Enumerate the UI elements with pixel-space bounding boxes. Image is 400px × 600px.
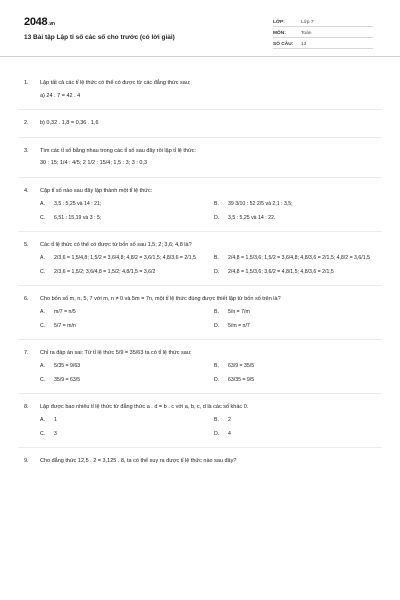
question-item (18, 242, 382, 275)
answer-option[interactable] (214, 215, 388, 221)
option-text: 5/n = 7/m (228, 308, 250, 315)
answer-option[interactable] (40, 269, 214, 275)
option-letter: A. (40, 308, 45, 315)
answer-option[interactable] (214, 431, 388, 437)
question-item (18, 458, 382, 465)
answer-options (40, 255, 382, 275)
question-divider (18, 447, 382, 448)
question-text: Lập được bao nhiêu tỉ lệ thức từ đẳng thức a . d = b . c với a, b, c, d là các số khác 0. (40, 404, 249, 411)
question-text: Các tỉ lệ thức có thể có được từ bốn số sau 1,5; 2; 3,6; 4,8 là? (40, 242, 192, 249)
answer-option[interactable] (214, 269, 388, 275)
answer-options (40, 201, 382, 221)
question-number: 9. (24, 458, 29, 465)
option-text: 3,5 : 5,25 và 14 : 21; (54, 200, 102, 207)
document-header (18, 0, 382, 56)
question-text: Chỉ ra đáp án sai: Từ tỉ lệ thức 5/9 = 35/63 ta có tỉ lệ thức sau: (40, 350, 192, 357)
option-text: 5/m = n/7 (228, 322, 250, 329)
option-text: 5/7 = m/n (54, 322, 76, 329)
question-item (18, 296, 382, 329)
option-text: m/7 = n/5 (54, 308, 76, 315)
option-letter: C. (40, 214, 46, 221)
logo-tld: .vn (48, 21, 55, 27)
meta-label: LỚP: (273, 20, 285, 26)
answer-option[interactable] (214, 363, 388, 369)
meta-row-class (273, 16, 373, 27)
answer-options (40, 363, 382, 383)
answer-option[interactable] (214, 323, 388, 329)
option-letter: D. (214, 322, 220, 329)
option-text: 2/4,8 = 1,5/3,6; 3,6/2 = 4,8/1,5; 4,8/3,6 = 2/1,5 (228, 268, 334, 275)
answer-option[interactable] (40, 201, 214, 207)
question-text: Lập tất cả các tỉ lệ thức có thể có được từ các đẳng thức sau: (40, 80, 191, 86)
question-number: 3. (24, 147, 29, 154)
question-item (18, 120, 382, 127)
question-item (18, 350, 382, 383)
option-text: 35/9 = 63/5 (54, 376, 81, 383)
answer-option[interactable] (40, 363, 214, 369)
answer-option[interactable] (214, 201, 388, 207)
question-text: Cặp tỉ số nào sau đây lập thành một tỉ lệ thức: (40, 187, 153, 194)
question-text: Cho bốn số m, n, 5, 7 với m, n ≠ 0 và 5m = 7n, một tỉ lệ thức đúng được thiết lập từ bốn số trên là? (40, 296, 281, 303)
question-text: Tìm các tỉ số bằng nhau trong các tỉ số sau đây rồi lập tỉ lệ thức: (40, 147, 196, 154)
answer-option[interactable] (40, 309, 214, 315)
answer-option[interactable] (40, 323, 214, 329)
option-text: 6,51 : 15,19 và 3 : 5; (54, 214, 102, 221)
meta-label: SỐ CÂU: (273, 42, 294, 48)
question-number: 6. (24, 296, 29, 303)
question-divider (18, 285, 382, 286)
option-letter: B. (214, 200, 219, 207)
option-letter: D. (214, 214, 220, 221)
question-number: 5. (24, 242, 29, 249)
option-letter: C. (40, 268, 46, 275)
option-text: 3 (54, 431, 57, 438)
question-text: Cho đẳng thức 12,5 . 2 = 3,125 . 8, ta có thể suy ra được tỉ lệ thức nào sau đây? (40, 458, 237, 465)
option-letter: A. (40, 416, 45, 423)
meta-row-subject (273, 27, 373, 38)
question-divider (18, 109, 382, 110)
question-text: b) 0,32 . 1,8 = 0,36 . 1,6 (40, 120, 99, 127)
answer-option[interactable] (214, 417, 388, 423)
question-subtext: 30 : 15; 1/4 : 4/5; 2 1/2 : 15/4; 1,5 : 3; 3 : 0,3 (40, 160, 148, 167)
option-text: 2/3,6 = 1,5/4,8; 1,5/2 = 3,6/4,8; 4,8/2 = 3,6/1,5; 4,8/3,6 = 2/1,5 (54, 254, 196, 261)
meta-label: MÔN: (273, 31, 286, 37)
option-letter: D. (214, 268, 220, 275)
answer-option[interactable] (40, 377, 214, 383)
answer-option[interactable] (40, 215, 214, 221)
question-subtext: a) 24 . 7 = 42 . 4 (40, 92, 81, 99)
answer-option[interactable] (40, 255, 214, 261)
question-item (18, 404, 382, 437)
question-divider (18, 339, 382, 340)
option-letter: D. (214, 431, 220, 438)
option-text: 39 3/10 : 52 2/5 và 2,1 : 3,5; (228, 200, 293, 207)
question-divider (18, 393, 382, 394)
meta-value: Lớp 7 (301, 20, 314, 26)
question-item (18, 188, 382, 221)
answer-options (40, 417, 382, 437)
question-number: 7. (24, 350, 29, 357)
answer-option[interactable] (40, 417, 214, 423)
question-item (18, 80, 382, 99)
question-number: 8. (24, 404, 29, 411)
meta-table (273, 16, 373, 49)
option-letter: A. (40, 362, 45, 369)
question-item (18, 148, 382, 167)
logo-number: 2048 (24, 16, 48, 28)
answer-option[interactable] (214, 255, 388, 261)
header-divider (0, 56, 400, 57)
question-list (18, 80, 382, 465)
option-text: 5/35 = 9/63 (54, 362, 81, 369)
option-text: 63/35 = 9/5 (228, 376, 255, 383)
meta-row-count (273, 38, 373, 49)
option-letter: B. (214, 308, 219, 315)
option-letter: B. (214, 254, 219, 261)
option-letter: C. (40, 431, 46, 438)
option-text: 1 (54, 416, 57, 423)
option-text: 63/9 = 35/5 (228, 362, 255, 369)
meta-value: 13 (301, 42, 307, 48)
document-title: 13 Bài tập Lập tỉ số các số cho trước (có lời giải) (24, 34, 175, 41)
option-letter: A. (40, 254, 45, 261)
answer-option[interactable] (40, 431, 214, 437)
question-number: 4. (24, 187, 29, 194)
answer-option[interactable] (214, 377, 388, 383)
option-letter: B. (214, 416, 219, 423)
option-text: 3,5 : 5,25 và 14 : 22. (228, 214, 276, 221)
answer-option[interactable] (214, 309, 388, 315)
option-text: 4 (228, 431, 231, 438)
question-divider (18, 137, 382, 138)
option-letter: B. (214, 362, 219, 369)
option-letter: C. (40, 376, 46, 383)
site-logo[interactable] (24, 16, 55, 29)
question-number: 1. (24, 80, 29, 86)
option-text: 2/4,8 = 1,5/3,6; 1,5/2 = 3,6/4,8; 4,8/3,6 = 2/1,5; 4,8/2 = 3,6/1,5 (228, 254, 370, 261)
question-divider (18, 177, 382, 178)
meta-value: Toán (301, 31, 312, 37)
answer-options (40, 309, 382, 329)
option-text: 2/3,6 = 1,5/2; 3,6/4,8 = 1,5/2; 4,8/1,5 = 3,6/2 (54, 268, 156, 275)
option-text: 2 (228, 416, 231, 423)
option-letter: C. (40, 322, 46, 329)
question-number: 2. (24, 120, 29, 127)
option-letter: D. (214, 376, 220, 383)
option-letter: A. (40, 200, 45, 207)
question-divider (18, 231, 382, 232)
